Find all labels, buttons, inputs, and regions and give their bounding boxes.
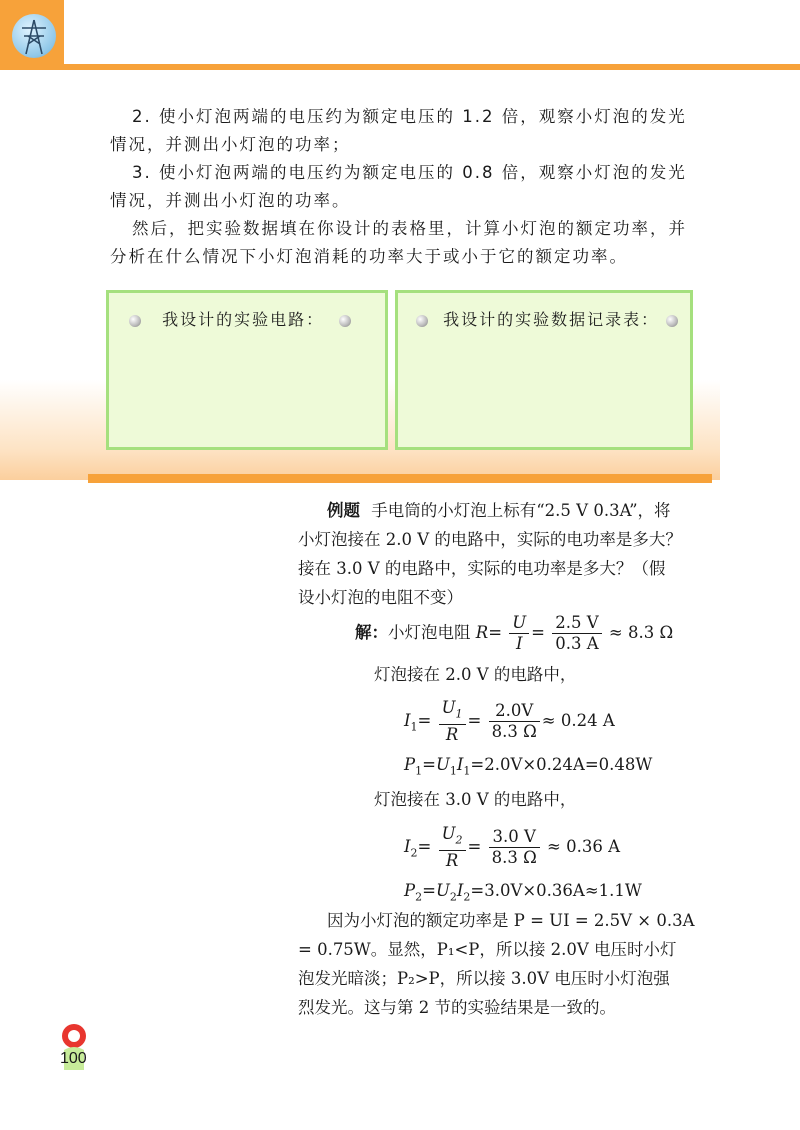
p2-formula: $P_2=U_2I_2=3.0V\times 0.36A\approx 1.1W$	[404, 881, 642, 904]
i2-formula: $I_2=$ $\frac{U_2}{R}$ = $\frac{3.0 V}{8.3 \Omega}$ ≈ 0.36 A	[404, 824, 620, 871]
then-line2: 分析在什么情况下小灯泡消耗的功率大于或小于它的额定功率。	[110, 247, 628, 266]
frac-den-r: R	[445, 725, 459, 745]
step3-line1: 3. 使小灯泡两端的电压约为额定电压的 0.8 倍，观察小灯泡的发光	[132, 163, 687, 182]
i1-value-fraction	[489, 701, 540, 742]
frac-den-value: 0.3 A	[555, 634, 599, 653]
bullet-icon	[339, 315, 351, 327]
example-line2: 小灯泡接在 2.0 V 的电路中，实际的电功率是多大？	[298, 530, 682, 549]
i2-result: ≈ 0.36 A	[547, 837, 620, 857]
conclusion-line2: = 0.75W。显然，P₁<P，所以接 2.0V 电压时小灯	[298, 940, 677, 959]
p2-result: =3.0V×0.36A≈1.1W	[470, 881, 642, 900]
circuit-design-title-row	[129, 307, 351, 330]
header-rule	[64, 64, 800, 70]
solution-label: 解：	[355, 623, 388, 642]
example-line3: 接在 3.0 V 的电路中，实际的电功率是多大？（假	[298, 559, 666, 578]
case1-intro: 灯泡接在 2.0 V 的电路中，	[374, 665, 577, 684]
u1-over-r-fraction	[439, 698, 466, 745]
frac-num-u: U	[509, 613, 529, 634]
u1-symbol: U	[441, 698, 456, 717]
frac-den-8-3: 8.3 Ω	[491, 722, 537, 742]
bullet-icon	[416, 315, 428, 327]
conclusion-line3: 泡发光暗淡；P₂>P，所以接 3.0V 电压时小灯泡强	[298, 969, 670, 988]
example-line4: 设小灯泡的电阻不变）	[298, 588, 463, 607]
data-table-design-box[interactable]	[395, 290, 693, 450]
circuit-design-box[interactable]	[106, 290, 388, 450]
data-table-title: 我设计的实验数据记录表：	[443, 310, 660, 329]
frac-den-8-3b: 8.3 Ω	[491, 848, 537, 868]
i2-value-fraction	[489, 827, 540, 868]
resistance-formula: 解：小灯泡电阻 R= $\frac{U}{I}$ = $\frac{2.5 V}{0.3 A}$ ≈ 8.3 Ω	[355, 613, 674, 653]
frac-num-value: 2.5 V	[552, 613, 601, 634]
data-table-title-row	[416, 307, 678, 330]
bullet-icon	[129, 315, 141, 327]
page-number: 100	[60, 1050, 87, 1067]
bullet-icon	[666, 315, 678, 327]
conclusion-line1: 因为小灯泡的额定功率是 P = UI = 2.5V × 0.3A	[327, 911, 695, 930]
u2-over-r-fraction	[439, 824, 466, 871]
step3-line2: 情况，并测出小灯泡的功率。	[110, 191, 351, 210]
step2-line1: 2. 使小灯泡两端的电压约为额定电压的 1.2 倍，观察小灯泡的发光	[132, 107, 687, 126]
frac-num-u1: $U_1$	[439, 698, 466, 725]
step2-line2: 情况，并测出小灯泡的功率；	[110, 135, 351, 154]
case2-intro: 灯泡接在 3.0 V 的电路中，	[374, 790, 577, 809]
frac-den-i: I	[515, 634, 523, 653]
p1-formula: $P_1=U_1I_1=2.0V\times 0.24A=0.48W$	[404, 755, 653, 778]
frac-den-r2: R	[445, 851, 459, 871]
resistance-result: ≈ 8.3 Ω	[608, 623, 674, 642]
panel-bottom-bar	[88, 474, 712, 483]
frac-num-u2: $U_2$	[439, 824, 466, 851]
r-variable: R	[475, 623, 489, 642]
example-line1	[327, 496, 671, 525]
conclusion-line4: 烈发光。这与第 2 节的实验结果是一致的。	[298, 998, 616, 1017]
value-fraction	[552, 613, 601, 654]
p1-result: =2.0V×0.24A=0.48W	[470, 755, 653, 774]
power-tower-icon	[12, 14, 56, 58]
example-text1: 手电筒的小灯泡上标有“2.5 V 0.3A”，将	[371, 501, 671, 520]
i1-symbol: I	[404, 711, 411, 731]
frac-num-3v: 3.0 V	[489, 827, 540, 848]
then-line1: 然后，把实验数据填在你设计的表格里，计算小灯泡的额定功率，并	[132, 219, 687, 238]
example-label: 例题	[327, 501, 360, 520]
resistance-intro: 小灯泡电阻	[388, 623, 476, 642]
i1-formula: $I_1=$ $\frac{U_1}{R}$ = $\frac{2.0V}{8.3 \Omega}$ ≈ 0.24 A	[404, 698, 615, 745]
circuit-design-title: 我设计的实验电路：	[162, 310, 325, 329]
frac-num-2v: 2.0V	[489, 701, 540, 722]
i1-result: ≈ 0.24 A	[541, 711, 615, 731]
page-header	[0, 0, 800, 70]
u-over-i-fraction	[509, 613, 529, 654]
